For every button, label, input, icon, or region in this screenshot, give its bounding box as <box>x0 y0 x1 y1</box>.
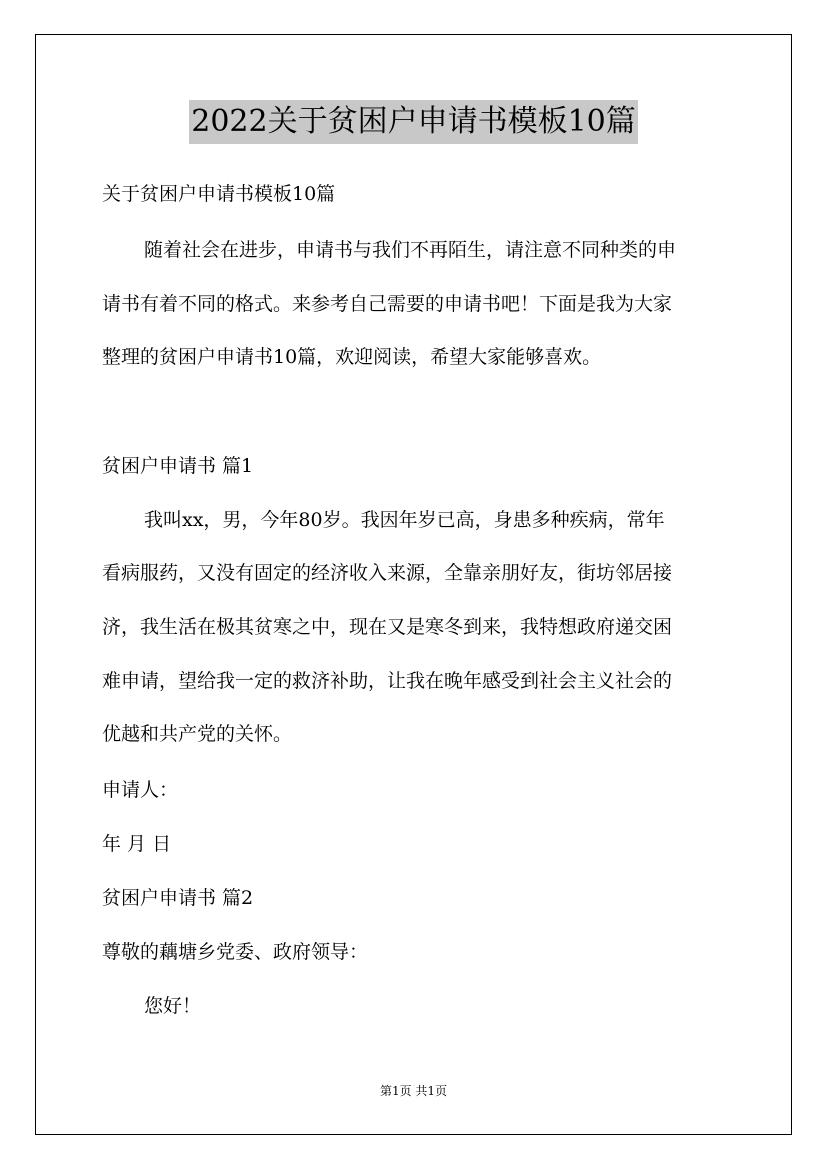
section-heading: 贫困户申请书 篇1 <box>102 455 254 477</box>
document-subtitle: 关于贫困户申请书模板10篇 <box>102 183 336 205</box>
body-line: 我叫xx，男，今年80岁。我因年岁已高，身患多种疾病，常年 <box>144 509 665 531</box>
page-footer: 第1页 共1页 <box>379 1084 448 1098</box>
greeting: 您好！ <box>144 995 202 1017</box>
section-heading: 贫困户申请书 篇2 <box>102 887 254 909</box>
body-line: 济，我生活在极其贫寒之中，现在又是寒冬到来，我特想政府递交困 <box>102 616 673 638</box>
intro-line: 请书有着不同的格式。来参考自己需要的申请书吧！下面是我为大家 <box>102 293 673 315</box>
body-line: 看病服药，又没有固定的经济收入来源，全靠亲朋好友，街坊邻居接 <box>102 562 673 584</box>
date-line: 年 月 日 <box>102 833 172 855</box>
document-title-wrap <box>0 100 827 144</box>
intro-line: 随着社会在进步，申请书与我们不再陌生，请注意不同种类的申 <box>144 239 677 261</box>
document-title: 2022关于贫困户申请书模板10篇 <box>189 100 638 144</box>
salutation: 尊敬的藕塘乡党委、政府领导： <box>102 941 369 963</box>
applicant-label: 申请人： <box>102 779 179 801</box>
body-line: 难申请，望给我一定的救济补助，让我在晚年感受到社会主义社会的 <box>102 670 673 692</box>
body-line: 优越和共产党的关怀。 <box>102 723 293 745</box>
intro-line: 整理的贫困户申请书10篇，欢迎阅读，希望大家能够喜欢。 <box>102 346 602 368</box>
